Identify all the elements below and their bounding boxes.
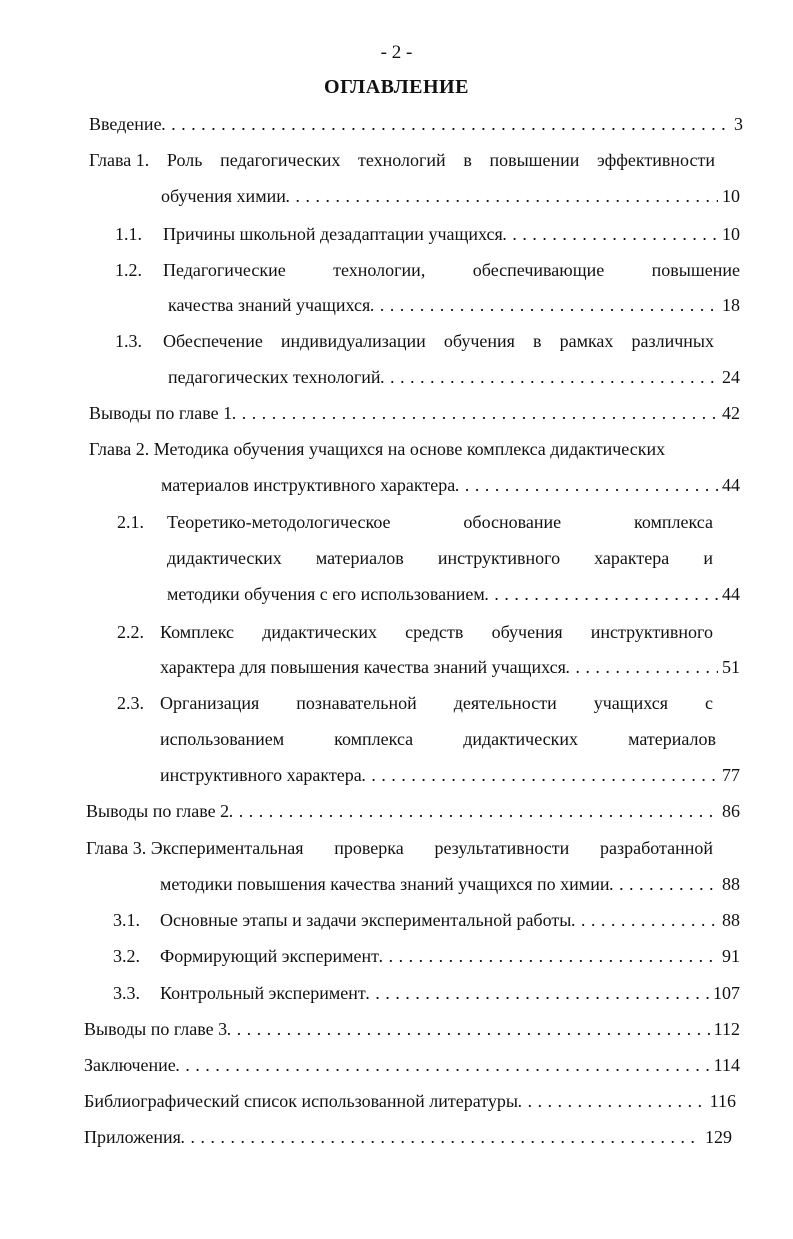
toc-entry-page: 18 (722, 295, 740, 315)
toc-entry-text: Основные этапы и задачи экспериментальной работы (160, 910, 572, 930)
toc-entry-text: инструктивного характера (160, 765, 362, 785)
word: с (704, 693, 713, 713)
word: индивидуализации (280, 331, 426, 351)
word: комплекса (334, 729, 414, 749)
toc-section-3-1[interactable] (160, 908, 740, 932)
toc-section-1-3-continued[interactable] (168, 365, 740, 389)
word: повышение (651, 260, 740, 280)
toc-entry-text: качества знаний учащихся (168, 295, 371, 315)
toc-chapter-label: Глава 1. (89, 150, 150, 170)
toc-entry-page: 42 (722, 403, 740, 423)
toc-entry-text: Контрольный эксперимент (160, 983, 366, 1003)
word: материалов (628, 729, 716, 749)
toc-section-2-1-continued[interactable] (167, 582, 740, 606)
toc-entry-text: Выводы по главе 2 (86, 801, 230, 821)
toc-section-3-3[interactable] (160, 981, 740, 1005)
toc-entry-text: Причины школьной дезадаптации учащихся (163, 224, 503, 244)
toc-section-1-1[interactable] (163, 222, 740, 246)
toc-entry-page: 77 (722, 765, 740, 785)
toc-section-number: 3.1. (113, 910, 140, 930)
toc-section-2-3-heading[interactable] (160, 691, 713, 715)
toc-section-1-2-heading[interactable] (163, 258, 740, 282)
toc-entry-bibliography[interactable] (84, 1089, 736, 1113)
word: обучения (443, 331, 515, 351)
toc-entry-page: 51 (722, 657, 740, 677)
toc-section-number: 2.3. (117, 693, 144, 713)
toc-entry-page: 91 (722, 946, 740, 966)
toc-entry-chapter-3-conclusions[interactable] (84, 1017, 740, 1041)
word: разработанной (599, 838, 713, 858)
word: рамках (559, 331, 614, 351)
word: Педагогические (163, 260, 286, 280)
toc-entry-page: 107 (713, 983, 740, 1003)
word: инструктивного (590, 622, 713, 642)
toc-entry-chapter-1-conclusions[interactable] (89, 401, 740, 425)
toc-section-2-1-line-2[interactable] (167, 546, 713, 570)
word: обучения (491, 622, 563, 642)
word: средств (405, 622, 464, 642)
toc-entry-text: Выводы по главе 3 (84, 1019, 228, 1039)
word: Роль (166, 150, 203, 170)
toc-entry-text: Библиографический список использованной литературы (84, 1091, 519, 1111)
toc-entry-text: обучения химии (161, 186, 286, 206)
word: обоснование (463, 512, 562, 532)
toc-section-3-2[interactable] (160, 944, 740, 968)
toc-entry-text: Введение (89, 114, 162, 134)
word: материалов (315, 548, 404, 568)
word: Комплекс (160, 622, 235, 642)
toc-entry-page: 129 (705, 1127, 732, 1147)
toc-section-2-2-continued[interactable] (160, 655, 740, 679)
toc-entry-text: Заключение (84, 1055, 176, 1075)
word: характера (594, 548, 670, 568)
word: технологий (358, 150, 446, 170)
page-number: - 2 - (380, 42, 413, 63)
toc-chapter-1-continued[interactable] (161, 184, 740, 208)
word: дидактических (262, 622, 378, 642)
toc-entry-page: 10 (722, 224, 740, 244)
toc-chapter-1-heading[interactable] (89, 148, 715, 172)
toc-entry-page: 44 (722, 475, 740, 495)
toc-entry-text: педагогических технологий (168, 367, 381, 387)
toc-entry-page: 86 (722, 801, 740, 821)
toc-entry-page: 88 (722, 910, 740, 930)
toc-entry-chapter-2-conclusions[interactable] (86, 799, 740, 823)
toc-entry-text: характера для повышения качества знаний учащихся (160, 657, 566, 677)
toc-section-number: 2.1. (117, 512, 144, 532)
word: использованием (160, 729, 285, 749)
word: и (703, 548, 713, 568)
word: результативности (434, 838, 570, 858)
word: Глава 3. Экспериментальная (86, 838, 304, 858)
toc-section-number: 2.2. (117, 622, 144, 642)
word: Теоретико-методологическое (167, 512, 391, 532)
toc-section-2-3-continued[interactable] (160, 763, 740, 787)
word: инструктивного (437, 548, 561, 568)
word: деятельности (453, 693, 557, 713)
word: проверка (334, 838, 404, 858)
toc-entry-text: Выводы по главе 1 (89, 403, 233, 423)
word: в (533, 331, 542, 351)
toc-section-1-3-heading[interactable] (163, 329, 714, 353)
toc-entry-page: 112 (713, 1019, 740, 1039)
toc-entry-page: 114 (713, 1055, 740, 1075)
word: познавательной (296, 693, 417, 713)
toc-entry-page: 116 (709, 1091, 736, 1111)
toc-section-1-2-continued[interactable] (168, 293, 740, 317)
toc-section-number: 3.3. (113, 983, 140, 1003)
toc-chapter-2-heading[interactable] (89, 437, 719, 461)
toc-entry-page: 10 (722, 186, 740, 206)
toc-entry-conclusion[interactable] (84, 1053, 740, 1077)
word: в (463, 150, 472, 170)
toc-entry-text: материалов инструктивного характера (161, 475, 456, 495)
word: технологии, (333, 260, 426, 280)
word: эффективности (597, 150, 715, 170)
word: педагогических (220, 150, 341, 170)
toc-entry-page: 44 (722, 584, 740, 604)
word: Организация (160, 693, 260, 713)
word: учащихся (593, 693, 668, 713)
page-title: ОГЛАВЛЕНИЕ (324, 76, 469, 98)
word: комплекса (634, 512, 713, 532)
word: повышении (489, 150, 580, 170)
toc-entry-page: 88 (722, 874, 740, 894)
word: Обеспечение (163, 331, 263, 351)
toc-entry-text: Приложения (84, 1127, 181, 1147)
toc-section-2-3-line-2[interactable] (160, 727, 716, 751)
toc-section-2-1-heading[interactable] (167, 510, 713, 534)
toc-section-number: 1.3. (115, 331, 142, 351)
toc-entry-appendices[interactable] (84, 1125, 732, 1149)
toc-entry-introduction[interactable] (89, 112, 743, 136)
toc-entry-text: методики обучения с его использованием (167, 584, 485, 604)
toc-chapter-3-heading[interactable] (86, 836, 713, 860)
toc-entry-text: Глава 2. Методика обучения учащихся на основе комплекса дидактических (89, 439, 666, 459)
toc-section-2-2-heading[interactable] (160, 620, 713, 644)
toc-section-number: 1.1. (115, 224, 142, 244)
toc-section-number: 3.2. (113, 946, 140, 966)
word: дидактических (167, 548, 282, 568)
toc-chapter-3-continued[interactable] (160, 872, 740, 896)
word: дидактических (463, 729, 579, 749)
toc-entry-page: 24 (722, 367, 740, 387)
toc-entry-page: 3 (734, 114, 743, 134)
toc-chapter-2-continued[interactable] (161, 473, 740, 497)
word: различных (631, 331, 714, 351)
toc-section-number: 1.2. (115, 260, 142, 280)
toc-entry-text: методики повышения качества знаний учащихся по химии (160, 874, 610, 894)
word: обеспечивающие (472, 260, 605, 280)
toc-entry-text: Формирующий эксперимент (160, 946, 379, 966)
